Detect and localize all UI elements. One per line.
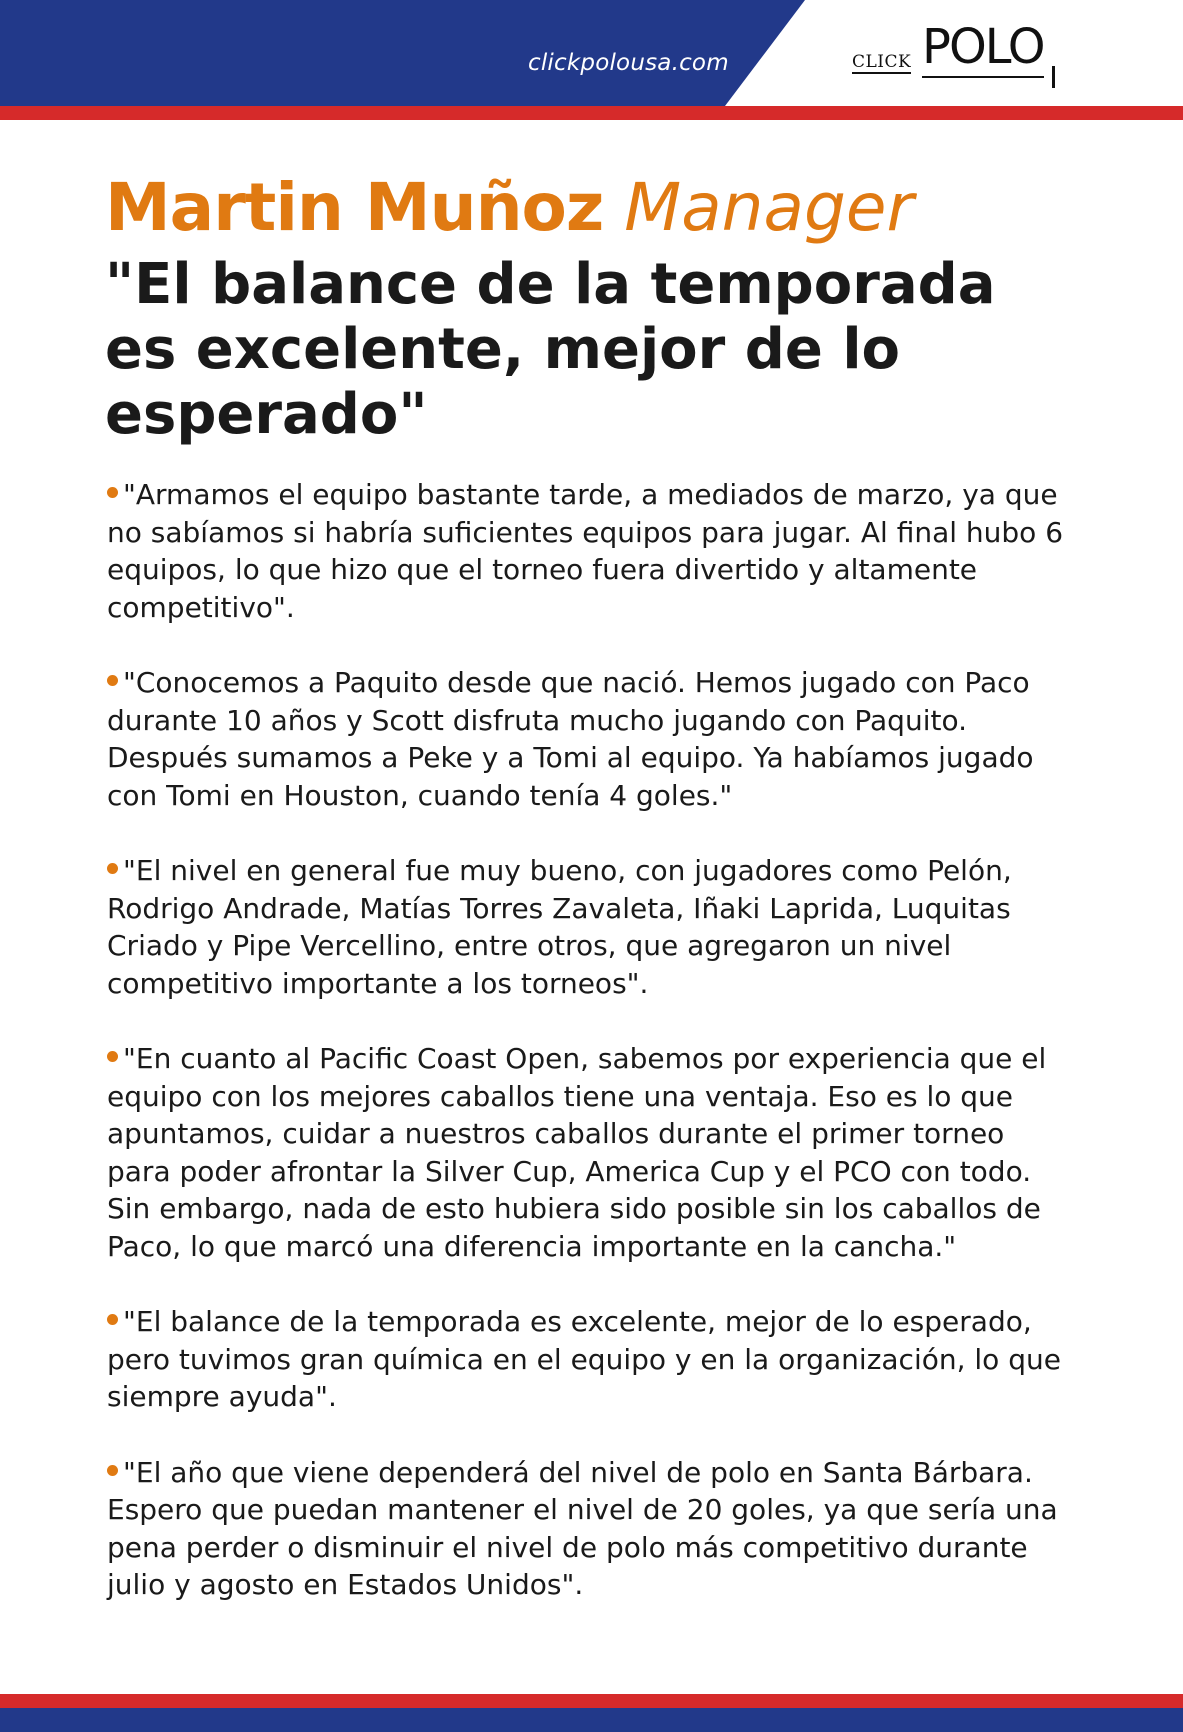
logo-polo-text: POLO [922,18,1044,78]
quote-text: "El balance de la temporada es excelente, mejor de lo esperado, pero tuvimos gran química en el equipo y en la organización, lo que siempre ayuda". [107,1305,1061,1413]
bullet-icon [107,863,118,874]
logo-click-text: CLICK [852,52,912,72]
quote-item [107,852,1067,1002]
quote-item [107,1040,1067,1265]
clickpolo-logo [852,19,1062,92]
quote-item [107,1303,1067,1416]
quote-text: "Armamos el equipo bastante tarde, a mediados de marzo, ya que no sabíamos si habría suficientes equipos para jugar. Al final hubo 6 equipos, lo que hizo que el torneo fuera divertido y altamente competitivo". [107,478,1064,624]
quote-text: "Conocemos a Paquito desde que nació. Hemos jugado con Paco durante 10 años y Scott disfruta mucho jugando con Paquito. Después sumamos a Peke y a Tomi al equipo. Ya habíamos jugado con Tomi en Houston, cuando tenía 4 goles." [107,666,1034,812]
quote-text: "El nivel en general fue muy bueno, con jugadores como Pelón, Rodrigo Andrade, Matías Torres Zavaleta, Iñaki Laprida, Luquitas Criado y Pipe Vercellino, entre otros, que agregaron un nivel competitivo importante a los torneos". [107,854,1012,1000]
quote-item [107,664,1067,814]
bullet-icon [107,487,118,498]
bullet-icon [107,1314,118,1325]
bullet-icon [107,1465,118,1476]
footer-blue-stripe [0,1708,1183,1732]
site-url-link[interactable]: clickpolousa.com [528,50,729,76]
headline-quote: "El balance de la temporada es excelente, mejor de lo esperado" [105,252,996,447]
quote-list [107,476,1067,1642]
header-red-stripe [0,106,1183,120]
bullet-icon [107,1051,118,1062]
article-title [105,168,914,248]
logo-tick-mark [1052,66,1055,88]
person-role: Manager [624,169,914,246]
quote-text: "En cuanto al Pacific Coast Open, sabemos por experiencia que el equipo con los mejores caballos tiene una ventaja. Eso es lo que apuntamos, cuidar a nuestros caballos durante el primer torneo para poder afrontar la Silver Cup, America Cup y el PCO con todo. Sin embargo, nada de esto hubiera sido posible sin los caballos de Paco, lo que marcó una diferencia importante en la cancha." [107,1042,1047,1263]
footer-red-stripe [0,1694,1183,1708]
quote-item [107,1454,1067,1604]
bullet-icon [107,675,118,686]
quote-text: "El año que viene dependerá del nivel de polo en Santa Bárbara. Espero que puedan mantener el nivel de 20 goles, ya que sería una pena perder o disminuir el nivel de polo más competitivo durante julio y agosto en Estados Unidos". [107,1455,1058,1601]
quote-item [107,476,1067,626]
person-name: Martin Muñoz [105,169,604,246]
